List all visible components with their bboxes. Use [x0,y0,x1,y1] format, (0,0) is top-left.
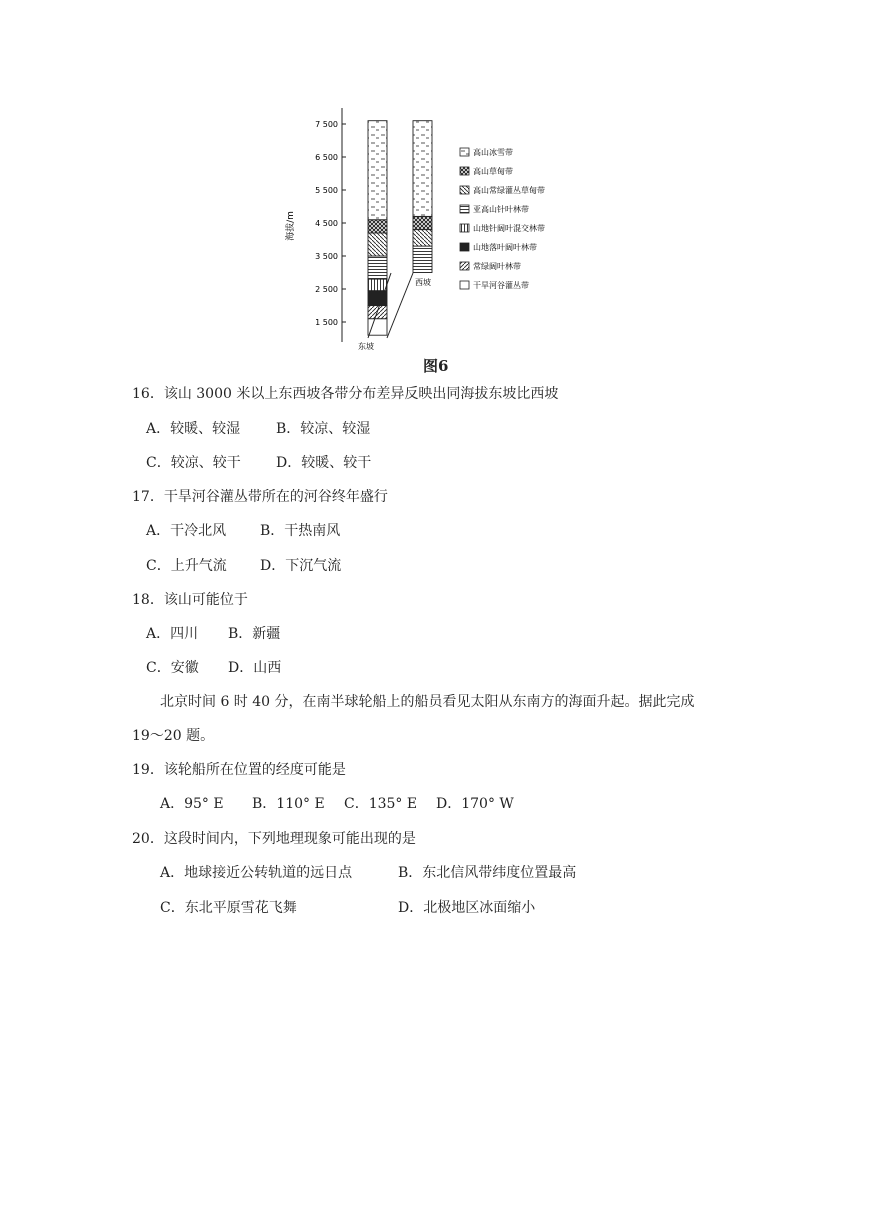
q19-stem: 19．该轮船所在位置的经度可能是 [132,762,346,778]
legend-label: 山地落叶阔叶林带 [473,243,537,252]
q16-option-b[interactable]: B．较凉、较湿 [276,421,371,437]
east-slope-band [368,319,387,336]
y-tick-label: 6 500 [315,153,338,162]
connector-right [387,273,413,338]
legend-swatch [460,243,469,251]
east-slope-band [368,256,387,279]
legend-swatch [460,205,469,213]
q18-option-b[interactable]: B．新疆 [228,626,281,642]
legend-swatch [460,262,469,270]
q16-stem: 16．该山 3000 米以上东西坡各带分布差异反映出同海拔东坡比西坡 [132,386,559,402]
q19-option-b[interactable]: B．110° E [252,796,325,812]
legend-label: 山地针阔叶混交林带 [473,224,545,233]
q17-option-d[interactable]: D．下沉气流 [260,558,342,574]
y-tick-label: 4 500 [315,219,338,228]
legend-label: 亚高山针叶林带 [473,205,529,214]
east-slope-band [368,233,387,256]
y-axis-label: 海拔/m [286,211,296,241]
east-slope-label: 东坡 [358,342,374,351]
y-tick-label: 7 500 [315,120,338,129]
legend-swatch [460,281,469,289]
y-tick-label: 5 500 [315,186,338,195]
legend-swatch [460,224,469,232]
q17-option-b[interactable]: B．干热南风 [260,523,341,539]
q16-option-d[interactable]: D．较暖、较干 [276,455,372,471]
q16-option-c[interactable]: C．较凉、较干 [146,455,241,471]
q17-stem: 17．干旱河谷灌丛带所在的河谷终年盛行 [132,489,388,505]
west-slope-label: 西坡 [415,278,431,287]
west-slope-band [413,246,432,272]
west-slope-band [413,121,432,217]
vertical-zonation-figure [280,100,580,380]
q18-stem: 18．该山可能位于 [132,592,248,608]
q18-option-a[interactable]: A．四川 [146,626,199,642]
east-slope-band [368,279,387,291]
q20-option-b[interactable]: B．东北信风带纬度位置最高 [398,865,577,881]
figure-caption: 图6 [423,357,449,375]
q20-stem: 20．这段时间内，下列地理现象可能出现的是 [132,831,416,847]
q20-option-c[interactable]: C．东北平原雪花飞舞 [160,900,297,916]
q17-option-c[interactable]: C．上升气流 [146,558,227,574]
q18-option-d[interactable]: D．山西 [228,660,282,676]
intro-line-2: 19～20 题。 [132,728,215,744]
legend-label: 高山草甸带 [473,167,513,176]
west-slope-band [413,216,432,229]
west-slope-band [413,230,432,247]
q20-option-a[interactable]: A．地球接近公转轨道的远日点 [160,865,353,881]
y-tick-label: 2 500 [315,285,338,294]
q19-option-a[interactable]: A．95° E [160,796,224,812]
legend-label: 常绿阔叶林带 [473,262,521,271]
q16-option-a[interactable]: A．较暖、较湿 [146,421,241,437]
legend-swatch [460,167,469,175]
q19-option-c[interactable]: C．135° E [344,796,418,812]
y-tick-label: 1 500 [315,318,338,327]
y-tick-label: 3 500 [315,252,338,261]
q17-option-a[interactable]: A．干冷北风 [146,523,227,539]
q18-option-c[interactable]: C．安徽 [146,660,199,676]
east-slope-band [368,121,387,220]
q19-option-d[interactable]: D．170° W [436,796,514,812]
east-slope-band [368,220,387,233]
legend-swatch [460,186,469,194]
legend-swatch [460,148,469,156]
intro-line-1: 北京时间 6 时 40 分，在南半球轮船上的船员看见太阳从东南方的海面升起。据此完成 [160,694,695,710]
q20-option-d[interactable]: D．北极地区冰面缩小 [398,900,536,916]
legend-label: 干旱河谷灌丛带 [473,281,529,290]
legend-label: 高山冰雪带 [473,148,513,157]
legend-label: 高山常绿灌丛草甸带 [473,186,545,195]
vertical-zonation-chart [280,100,580,360]
